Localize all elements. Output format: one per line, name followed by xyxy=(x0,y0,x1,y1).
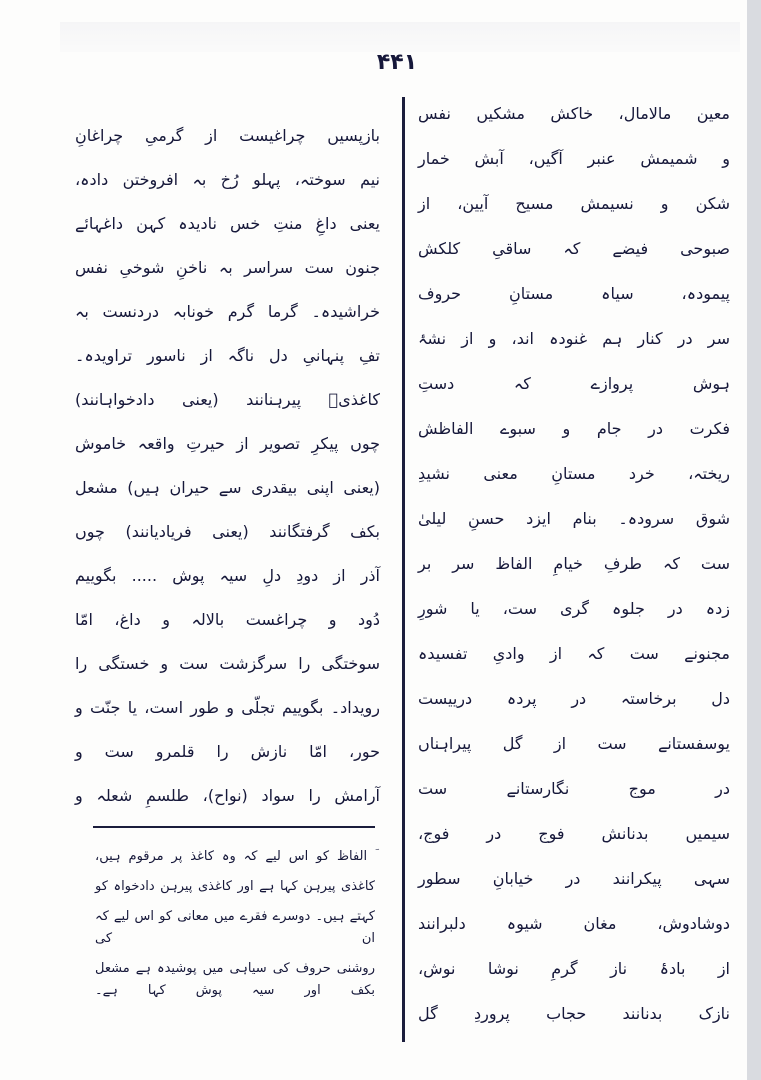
right-column-line: صبوحی فیضے کہ ساقیِ کلکش xyxy=(418,239,730,258)
right-column xyxy=(418,100,730,1045)
left-column-line: خراشیدہ۔ گرما گرم خونابہ دردنست بہ xyxy=(75,302,380,321)
right-column-line: در موج نگارستانے ست xyxy=(418,779,730,798)
bleed-through-shadow xyxy=(60,22,740,52)
left-column xyxy=(75,122,380,810)
left-column-line: کاغذیؔ پیرہنانند (یعنی دادخواہانند) xyxy=(75,390,380,409)
right-column-line: دوشادوش، مغان شیوہ دلبرانند xyxy=(418,914,730,933)
page-number: ۴۴۱ xyxy=(376,50,418,75)
footnote xyxy=(95,846,375,1002)
footnote-line: کہتے ہیں۔ دوسرے فقرے میں معانی کو اس لیے کہ ان کی xyxy=(95,909,375,946)
left-column-wrapper xyxy=(75,122,380,1010)
right-column-line: سیمیں بدنانش فوج در فوج، xyxy=(418,824,730,843)
right-column-line: فکرت در جام و سبوے الفاظش xyxy=(418,419,730,438)
right-column-line: ست کہ طرفِ خیامِ الفاظ سر بر xyxy=(418,554,730,573)
left-column-line: آذر از دودِ دلِ سیہ پوش ..... بگوییم xyxy=(75,566,380,585)
right-column-line: ریختہ، خرد مستانِ معنی نشیدِ xyxy=(418,464,730,483)
left-column-line: حور، امّا نازش را قلمرو ست و xyxy=(75,742,380,761)
right-column-line: یوسفستانے ست از گل پیراہناں xyxy=(418,734,730,753)
right-column-line: پیمودہ، سیاہ مستانِ حروف xyxy=(418,284,730,303)
right-column-line: سر در کنار ہم غنودہ اند، و از نشۂ xyxy=(418,329,730,348)
footnote-line: ؔ الفاظ کو اس لیے کہ وہ کاغذ پر مرقوم ہیں، xyxy=(95,849,375,864)
left-column-line: نیم سوختہ، پہلو رُخ بہ افروختن دادہ، xyxy=(75,170,380,189)
right-column-line: و شمیمش عنبر آگیں، آبش خمار xyxy=(418,149,730,168)
page-edge xyxy=(747,0,761,1080)
column-divider xyxy=(402,97,405,1042)
left-column-line: یعنی داغِ منتِ خس نادیدہ کہن داغہائے xyxy=(75,214,380,233)
right-column-line: سہی پیکرانند در خیابانِ سطور xyxy=(418,869,730,888)
left-column-line: (یعنی اپنی بیقدری سے حیران ہیں) مشعل xyxy=(75,478,380,497)
footnote-line: کاغذی پیرہن کہا ہے اور کاغذی پیرہن دادخواہ کو xyxy=(95,879,375,894)
left-column-line: جنون ست سراسر بہ ناخنِ شوخیِ نفس xyxy=(75,258,380,277)
left-column-line: سوختگی را سرگزشت ست و خستگی را xyxy=(75,654,380,673)
right-column-line: شکن و نسیمش مسیح آیین، از xyxy=(418,194,730,213)
right-column-line: از بادۂ ناز گرمِ نوشا نوش، xyxy=(418,959,730,978)
left-column-line: آرامش را سواد (نواح)، طلسمِ شعلہ و xyxy=(75,786,380,805)
right-column-line: ہوش پروازے کہ دستِ xyxy=(418,374,730,393)
left-column-line: تفِ پنہانیِ دل ناگہ از ناسور تراویدہ۔ xyxy=(75,346,380,365)
right-column-line: نازک بدنانند حجاب پروردِ گل xyxy=(418,1004,730,1023)
right-column-line: شوق سرودہ۔ بنام ایزد حسنِ لیلیٰ xyxy=(418,509,730,528)
left-column-line: دُود و چراغست بالالہ و داغ، امّا xyxy=(75,610,380,629)
left-column-line: چوں پیکرِ تصویر از حیرتِ واقعہ خاموش xyxy=(75,434,380,453)
right-column-line: مجنونے ست کہ از وادیِ تفسیدہ xyxy=(418,644,730,663)
left-column-line: رویداد۔ بگوییم تجلّی و طور است، یا جنّت و xyxy=(75,698,380,717)
left-column-line: بکف گرفتگانند (یعنی فریادیانند) چوں xyxy=(75,522,380,541)
left-column-line: بازپسیں چراغیست از گرمیِ چراغانِ xyxy=(75,126,380,145)
footnote-line: روشنی حروف کی سیاہی میں پوشیدہ ہے مشعل بکف اور سیہ پوش کہا ہے۔ xyxy=(95,961,375,998)
right-column-line: دل برخاستہ در پردہ درییست xyxy=(418,689,730,708)
right-column-line: معین مالامال، خاکش مشکیں نفس xyxy=(418,104,730,123)
right-column-line: زدہ در جلوہ گری ست، یا شورِ xyxy=(418,599,730,618)
footnote-divider xyxy=(93,826,375,828)
